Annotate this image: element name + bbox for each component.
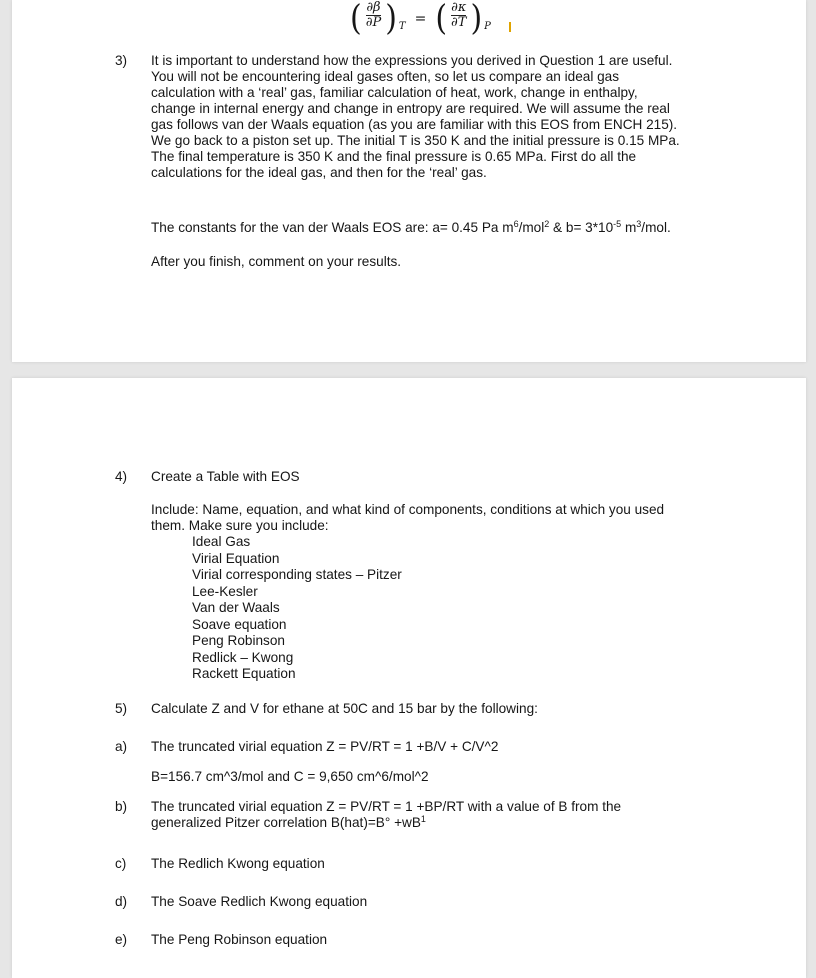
eos-list-item: Peng Robinson — [192, 633, 285, 648]
question-3-line: gas follows van der Waals equation (as you are familiar with this EOS from ENCH 215). — [151, 117, 678, 132]
eos-list-item: Ideal Gas — [192, 534, 251, 549]
question-3-line: The final temperature is 350 K and the final pressure is 0.65 MPa. First do all the — [151, 149, 637, 164]
numerator-left: ∂β — [366, 0, 381, 15]
eos-list-item: Rackett Equation — [192, 666, 296, 681]
question-4-number: 4) — [115, 469, 128, 484]
part-b-label: b) — [115, 799, 128, 814]
comment-instruction: After you finish, comment on your results. — [151, 254, 402, 269]
subscript-right: P — [484, 21, 491, 32]
question-3-line: calculation with a ‘real’ gas, familiar calculation of heat, work, change in enthalpy, — [151, 85, 638, 100]
part-c-text: The Redlich Kwong equation — [151, 856, 325, 871]
eos-list-item: Lee-Kesler — [192, 583, 258, 599]
eos-list-item: Van der Waals — [192, 600, 280, 615]
left-paren: ( — [435, 0, 448, 39]
left-paren: ( — [350, 0, 362, 39]
question-3-body — [151, 53, 731, 181]
equals-sign: = — [414, 11, 427, 27]
eos-list — [192, 534, 402, 683]
numerator-right: ∂κ — [451, 0, 467, 15]
document-page-1 — [12, 0, 806, 362]
part-a-label: a) — [115, 739, 128, 754]
eos-list-item: Virial corresponding states – Pitzer — [192, 567, 402, 582]
question-3-line: We go back to a piston set up. The initial T is 350 K and the initial pressure is 0.15 MPa. — [151, 133, 680, 148]
subscript-left: T — [398, 21, 406, 32]
document-page-2 — [12, 378, 806, 978]
eos-list-item: Virial Equation — [192, 550, 280, 566]
question-3-number: 3) — [115, 53, 128, 68]
right-paren: ) — [470, 0, 483, 39]
part-d-text: The Soave Redlich Kwong equation — [151, 894, 368, 909]
denominator-right: ∂T — [451, 14, 467, 30]
part-b-text: The truncated virial equation Z = PV/RT = 1 +BP/RT with a value of B from the generalized Pitzer correlation $B(hat)=B^\circ +wB^1$ — [151, 799, 622, 830]
part-c-label: c) — [115, 856, 127, 871]
question-5-title: Calculate Z and V for ethane at 50C and 15 bar by the following: — [151, 701, 538, 716]
vdw-constants: The constants for the van der Waals EOS are: a= 0.45 Pa $m^6/mol^2$ & $b= 3*10^{-5}$ $m^3$/mol. — [151, 219, 671, 235]
question-3-line: It is important to understand how the expressions you derived in Question 1 are useful. — [151, 53, 673, 68]
part-e-label: e) — [115, 932, 128, 947]
question-3-line: You will not be encountering ideal gases often, so let us compare an ideal gas — [151, 69, 620, 84]
part-e-text: The Peng Robinson equation — [151, 932, 328, 947]
part-d-label: d) — [115, 894, 128, 909]
question-3-line: calculations for the ideal gas, and then for the ‘real’ gas. — [151, 165, 487, 180]
eos-list-item: Soave equation — [192, 616, 287, 632]
question-3-line: change in internal energy and change in entropy are required. We will assume the real — [151, 101, 670, 116]
question-5-number: 5) — [115, 701, 128, 716]
eos-list-item: Redlick – Kwong — [192, 649, 294, 665]
text-cursor — [509, 22, 511, 32]
denominator-left: ∂P — [365, 14, 382, 30]
part-a-values: B=156.7 cm^3/mol and C = 9,650 cm^6/mol^2 — [151, 769, 429, 784]
question-4-include: Include: Name, equation, and what kind of components, conditions at which you used them. Make sure you include: — [151, 502, 665, 533]
fraction-left — [365, 0, 382, 30]
partial-derivative-equation — [350, 0, 511, 38]
question-4-title: Create a Table with EOS — [151, 469, 300, 484]
right-paren: ) — [385, 0, 397, 39]
part-a-text: The truncated virial equation Z = PV/RT = 1 +B/V + C/V^2 — [151, 739, 499, 754]
fraction-right — [451, 0, 467, 30]
